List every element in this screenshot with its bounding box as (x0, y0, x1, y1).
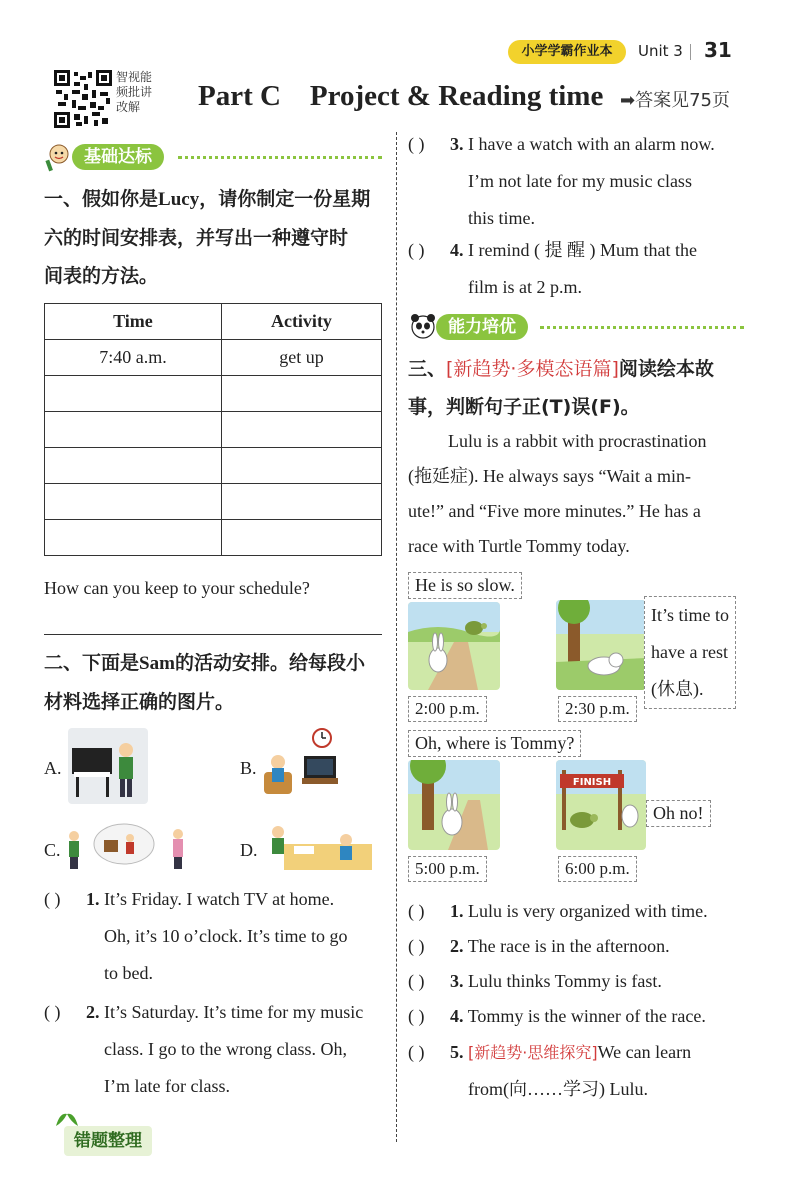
brand-badge: 小学学霸作业本 (508, 40, 626, 64)
table-cell-blank[interactable] (221, 484, 381, 520)
answer-blank[interactable]: ( ) (408, 134, 425, 154)
option-label-d: D. (240, 840, 258, 860)
trend-tag: [新趋势·多模态语篇] (446, 358, 619, 380)
table-cell-blank[interactable] (45, 448, 222, 484)
answer-blank[interactable]: ( ) (408, 901, 425, 921)
story-paragraph: Lulu is a rabbit with procrastination (拖延症). He always says “Wait a min- ute!” and “Five more minutes.” He has a race with Turtle Tommy today. (408, 431, 707, 556)
time-label-1: 2:00 p.m. (408, 696, 487, 722)
question-3-item-5: ( ) 5. [新趋势·思维探究]We can learn from(向……学习) Lulu. (408, 1034, 753, 1108)
pencil-mascot-icon (44, 142, 74, 172)
table-cell-blank[interactable] (45, 376, 222, 412)
table-row[interactable] (45, 376, 382, 412)
time-label-4: 6:00 p.m. (558, 856, 637, 882)
qr-code-icon[interactable] (54, 70, 112, 128)
schedule-table (44, 303, 382, 556)
question-1-prompt: 一、假如你是Lucy，请你制定一份星期 六的时间安排表，并写出一种遵守时 间表的方法。 (44, 188, 371, 287)
table-cell-blank[interactable] (221, 412, 381, 448)
comic-panel-2 (556, 600, 646, 690)
answer-reference: ➡答案见75页 (620, 90, 730, 111)
question-3-item-4: ( ) 4. Tommy is the winner of the race. (408, 998, 753, 1035)
table-cell-blank[interactable] (45, 520, 222, 556)
music-class-picture[interactable] (64, 822, 194, 872)
bedtime-picture[interactable] (264, 822, 374, 874)
table-cell: get up (221, 340, 381, 376)
comic-panel-4 (556, 760, 646, 850)
error-notes-label: 错题整理 (64, 1126, 152, 1156)
tv-watching-picture[interactable] (262, 726, 342, 802)
speech-bubble-2: It’s time to have a rest (休息). (644, 596, 736, 709)
comic-panel-3 (408, 760, 500, 850)
question-2-item-1: ( ) 1. It’s Friday. I watch TV at home. Oh, it’s 10 o’clock. It’s time to go to bed. (44, 881, 389, 992)
section-banner-basic (44, 142, 384, 174)
answer-line[interactable] (44, 634, 382, 635)
section-title-basic: 基础达标 (72, 144, 164, 170)
table-row[interactable] (45, 448, 382, 484)
section-banner-advanced (408, 312, 748, 344)
table-row[interactable] (45, 520, 382, 556)
column-divider (396, 132, 397, 1142)
table-row[interactable] (45, 412, 382, 448)
question-3-prompt: 三、[新趋势·多模态语篇]阅读绘本故 事，判断句子正(T)误(F)。 (408, 358, 714, 418)
table-cell-blank[interactable] (45, 412, 222, 448)
question-2-item-4: ( ) 4. I remind ( 提 醒 ) Mum that the film is at 2 p.m. (408, 232, 753, 306)
answer-blank[interactable]: ( ) (408, 936, 425, 956)
question-3-item-1: ( ) 1. Lulu is very organized with time. (408, 893, 753, 930)
question-2-item-2: ( ) 2. It’s Saturday. It’s time for my music class. I go to the wrong class. Oh, I’m late for class. (44, 994, 389, 1105)
answer-blank[interactable]: ( ) (44, 1002, 61, 1022)
speech-bubble-1: He is so slow. (408, 572, 522, 599)
option-label-b: B. (240, 758, 257, 778)
thinking-tag: [新趋势·思维探究] (468, 1043, 598, 1062)
speech-bubble-3: Oh, where is Tommy? (408, 730, 581, 757)
page-title: Part C Project & Reading time (198, 80, 604, 112)
question-2-prompt: 二、下面是Sam的活动安排。给每段小 材料选择正确的图片。 (44, 652, 365, 713)
schedule-question: How can you keep to your schedule? (44, 578, 310, 598)
page-number: 31 (704, 38, 732, 62)
question-3-item-2: ( ) 2. The race is in the afternoon. (408, 928, 753, 965)
answer-blank[interactable]: ( ) (408, 1006, 425, 1026)
table-cell-blank[interactable] (45, 484, 222, 520)
unit-label: Unit 3 (638, 42, 683, 60)
time-label-3: 5:00 p.m. (408, 856, 487, 882)
table-row[interactable] (45, 484, 382, 520)
piano-boy-picture[interactable] (68, 728, 148, 804)
option-label-c: C. (44, 840, 61, 860)
banner-dots (178, 156, 382, 159)
table-cell-blank[interactable] (221, 520, 381, 556)
table-cell-blank[interactable] (221, 448, 381, 484)
table-row (45, 340, 382, 376)
answer-blank[interactable]: ( ) (408, 240, 425, 260)
table-header-time: Time (45, 304, 222, 340)
table-cell-blank[interactable] (221, 376, 381, 412)
finish-sign-text: FINISH (572, 777, 612, 788)
option-label-a: A. (44, 758, 62, 778)
banner-dots (540, 326, 744, 329)
header-separator (690, 44, 691, 60)
question-3-item-3: ( ) 3. Lulu thinks Tommy is fast. (408, 963, 753, 1000)
answer-blank[interactable]: ( ) (44, 889, 61, 909)
qr-caption: 智视能频批讲改解 (116, 70, 153, 114)
time-label-2: 2:30 p.m. (558, 696, 637, 722)
question-2-item-3: ( ) 3. I have a watch with an alarm now. I’m not late for my music class this time. (408, 126, 753, 237)
answer-blank[interactable]: ( ) (408, 1042, 425, 1062)
panda-mascot-icon (408, 312, 438, 342)
comic-panel-1 (408, 602, 500, 690)
answer-blank[interactable]: ( ) (408, 971, 425, 991)
table-header-row (45, 304, 382, 340)
table-cell: 7:40 a.m. (45, 340, 222, 376)
table-header-activity: Activity (221, 304, 381, 340)
speech-bubble-4: Oh no! (646, 800, 711, 827)
section-title-advanced: 能力培优 (436, 314, 528, 340)
